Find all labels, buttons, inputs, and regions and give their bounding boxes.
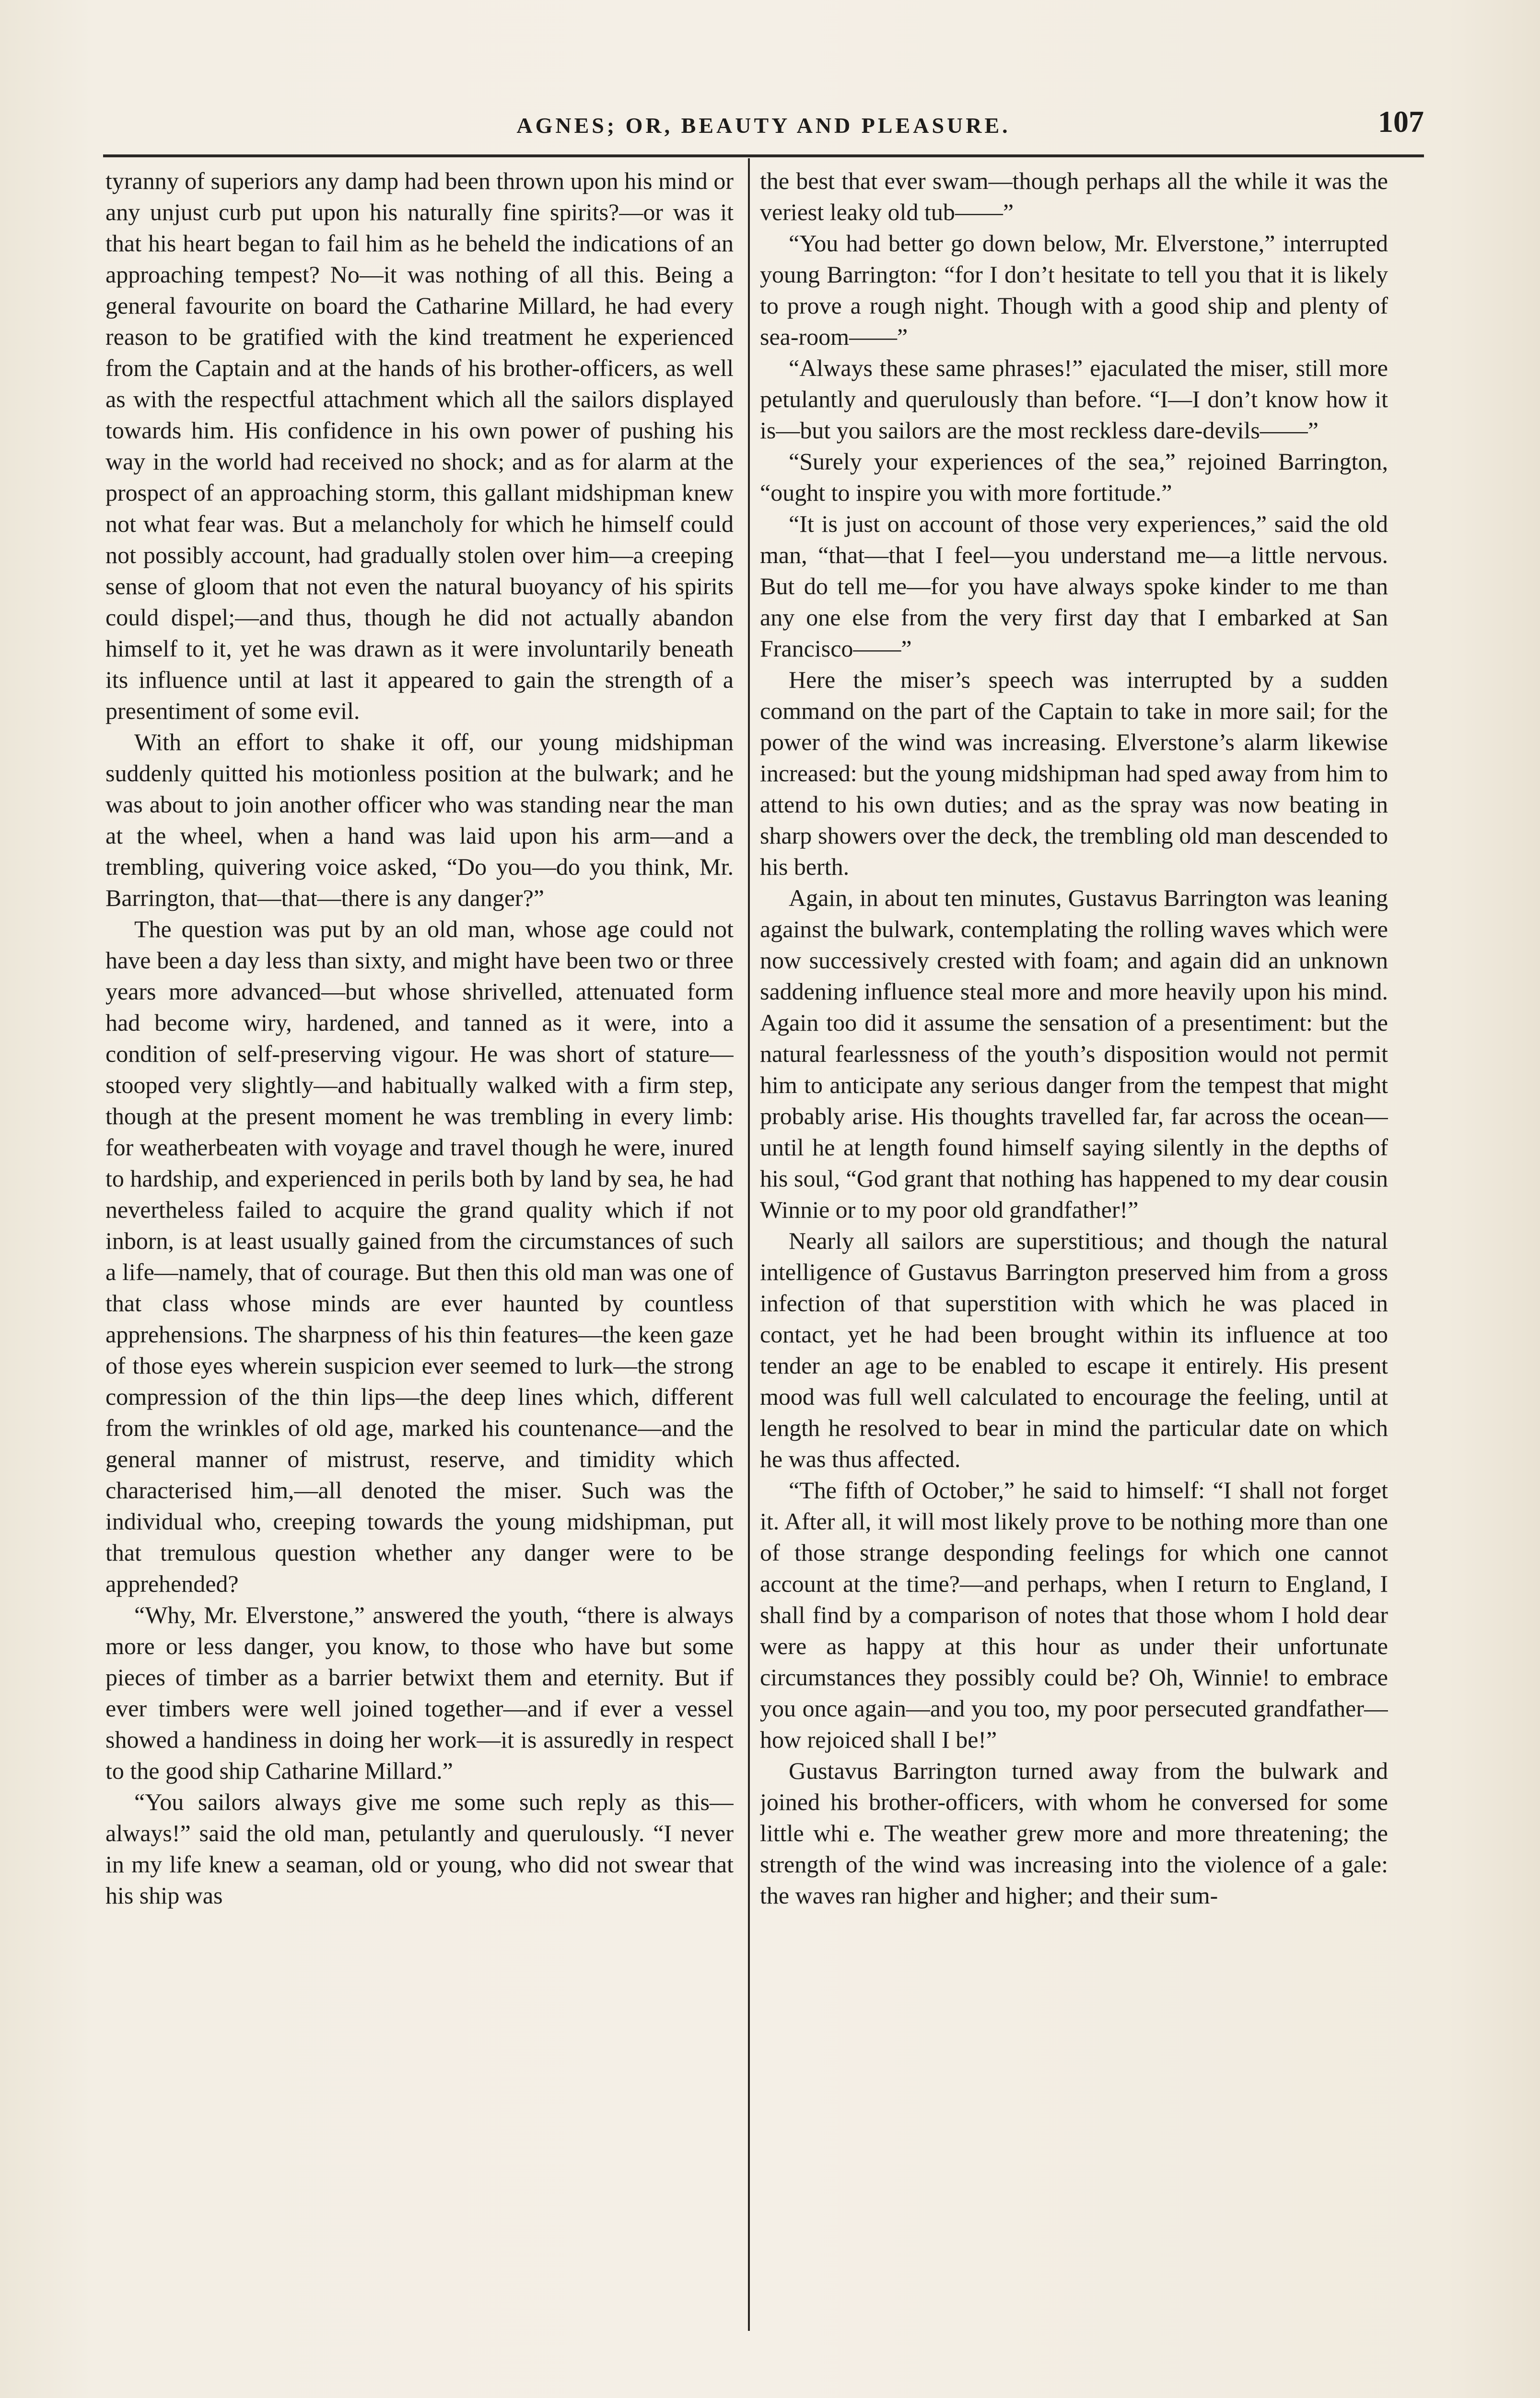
- paragraph: Here the miser’s speech was interrupted by a sudden command on the part of the Captain to take in more sail; for the power of the wind was increasing. Elverstone’s alarm likewise increased: but the young midshipman had sped away from him to attend to his own duties; and as the spray was now beating in sharp showers over the deck, the trembling old man descended to his berth.: [760, 666, 1388, 880]
- page-number: 107: [1378, 105, 1424, 139]
- paragraph: Nearly all sailors are superstitious; and though the natural intelligence of Gustavus Barrington preserved him from a gross infection of that superstition with which he was placed in contact, yet he had been brought within its influence at too tender an age to be enabled to escape it entirely. His present mood was full well calculated to encourage the feeling, until at length he resolved to bear in mind the particular date on which he was thus affected.: [760, 1227, 1388, 1472]
- right-column: [760, 165, 1388, 2331]
- paragraph: “It is just on account of those very experiences,” said the old man, “that—that I feel—you understand me—a little nervous. But do tell me—for you have always spoke kinder to me than any one else from the very first day that I embarked at San Francisco——”: [760, 510, 1388, 662]
- paragraph: Again, in about ten minutes, Gustavus Barrington was leaning against the bulwark, contemplating the rolling waves which were now successively crested with foam; and again did an unknown saddening influence steal more and more heavily upon his mind. Again too did it assume the sensation of a presentiment: but the natural fearlessness of the youth’s disposition would not permit him to anticipate any serious danger from the tempest that might probably arise. His thoughts travelled far, far across the ocean—until he at length found himself saying silently in the depths of his soul, “God grant that nothing has happened to my dear cousin Winnie or to my poor old grandfather!”: [760, 884, 1388, 1223]
- paragraph: the best that ever swam—though perhaps all the while it was the veriest leaky old tub——”: [760, 167, 1388, 225]
- column-divider: [748, 158, 750, 2331]
- paragraph: “Why, Mr. Elverstone,” answered the youth, “there is always more or less danger, you know, to those who have but some pieces of timber as a barrier betwixt them and eternity. But if ever timbers were well joined together—and if ever a vessel showed a handiness in doing her work—it is assuredly in respect to the good ship Catharine Millard.”: [105, 1601, 734, 1784]
- paragraph: “The fifth of October,” he said to himself: “I shall not forget it. After all, it will most likely prove to be nothing more than one of those strange desponding feelings for which one cannot account at the time?—and perhaps, when I return to England, I shall find by a comparison of notes that those whom I hold dear were as happy at this hour as under their unfortunate circumstances they possibly could be? Oh, Winnie! to embrace you once again—and you too, my poor persecuted grandfather—how rejoiced shall I be!”: [760, 1477, 1388, 1753]
- paragraph: “Always these same phrases!” ejaculated the miser, still more petulantly and querulously than before. “I—I don’t know how it is—but you sailors are the most reckless dare-devils——”: [760, 354, 1388, 444]
- paragraph: With an effort to shake it off, our young midshipman suddenly quitted his motionless position at the bulwark; and he was about to join another officer who was standing near the man at the wheel, when a hand was laid upon his arm—and a trembling, quivering voice asked, “Do you—do you think, Mr. Barrington, that—that—there is any danger?”: [105, 729, 734, 911]
- paragraph: “Surely your experiences of the sea,” rejoined Barrington, “ought to inspire you with more fortitude.”: [760, 448, 1388, 506]
- left-column: [105, 165, 734, 2331]
- paragraph: “You sailors always give me some such reply as this—always!” said the old man, petulantly and querulously. “I never in my life knew a seaman, old or young, who did not swear that his ship was: [105, 1788, 734, 1909]
- paragraph: “You had better go down below, Mr. Elverstone,” interrupted young Barrington: “for I don’t hesitate to tell you that it is likely to prove a rough night. Though with a good ship and plenty of sea-room——”: [760, 230, 1388, 350]
- paragraph: tyranny of superiors any damp had been thrown upon his mind or any unjust curb put upon his naturally fine spirits?—or was it that his heart began to fail him as he beheld the indications of an approaching tempest? No—it was nothing of all this. Being a general favourite on board the Catharine Millard, he had every reason to be gratified with the kind treatment he experienced from the Captain and at the hands of his brother-officers, as well as with the respectful attachment which all the sailors displayed towards him. His confidence in his own power of pushing his way in the world had received no shock; and as for alarm at the prospect of an approaching storm, this gallant midshipman knew not what fear was. But a melancholy for which he himself could not possibly account, had gradually stolen over him—a creeping sense of gloom that not even the natural buoyancy of his spirits could dispel;—and thus, though he did not actually abandon himself to it, yet he was drawn as it were involuntarily beneath its influence until at last it appeared to gain the strength of a presentiment of some evil.: [105, 167, 734, 724]
- header-rule: [103, 154, 1424, 157]
- paragraph: The question was put by an old man, whose age could not have been a day less than sixty, and might have been two or three years more advanced—but whose shrivelled, attenuated form had become wiry, hardened, and tanned as it were, into a condition of self-preserving vigour. He was short of stature—stooped very slightly—and habitually walked with a firm step, though at the present moment he was trembling in every limb: for weatherbeaten with voyage and travel though he were, inured to hardship, and experienced in perils both by land by sea, he had nevertheless failed to acquire the grand quality which if not inborn, is at least usually gained from the circumstances of such a life—namely, that of courage. But then this old man was one of that class whose minds are ever haunted by countless apprehensions. The sharpness of his thin features—the keen gaze of those eyes wherein suspicion ever seemed to lurk—the strong compression of the thin lips—the deep lines which, different from the wrinkles of old age, marked his countenance—and the general manner of mistrust, reserve, and timidity which characterised him,—all denoted the miser. Such was the individual who, creeping towards the young midshipman, put that tremulous question whether any danger were to be apprehended?: [105, 916, 734, 1597]
- page-header: [103, 103, 1424, 161]
- running-title: AGNES; OR, BEAUTY AND PLEASURE.: [516, 113, 1011, 138]
- paragraph: Gustavus Barrington turned away from the bulwark and joined his brother-officers, with whom he conversed for some little whi e. The weather grew more and more threatening; the strength of the wind was increasing into the violence of a gale: the waves ran higher and higher; and their sum-: [760, 1757, 1388, 1909]
